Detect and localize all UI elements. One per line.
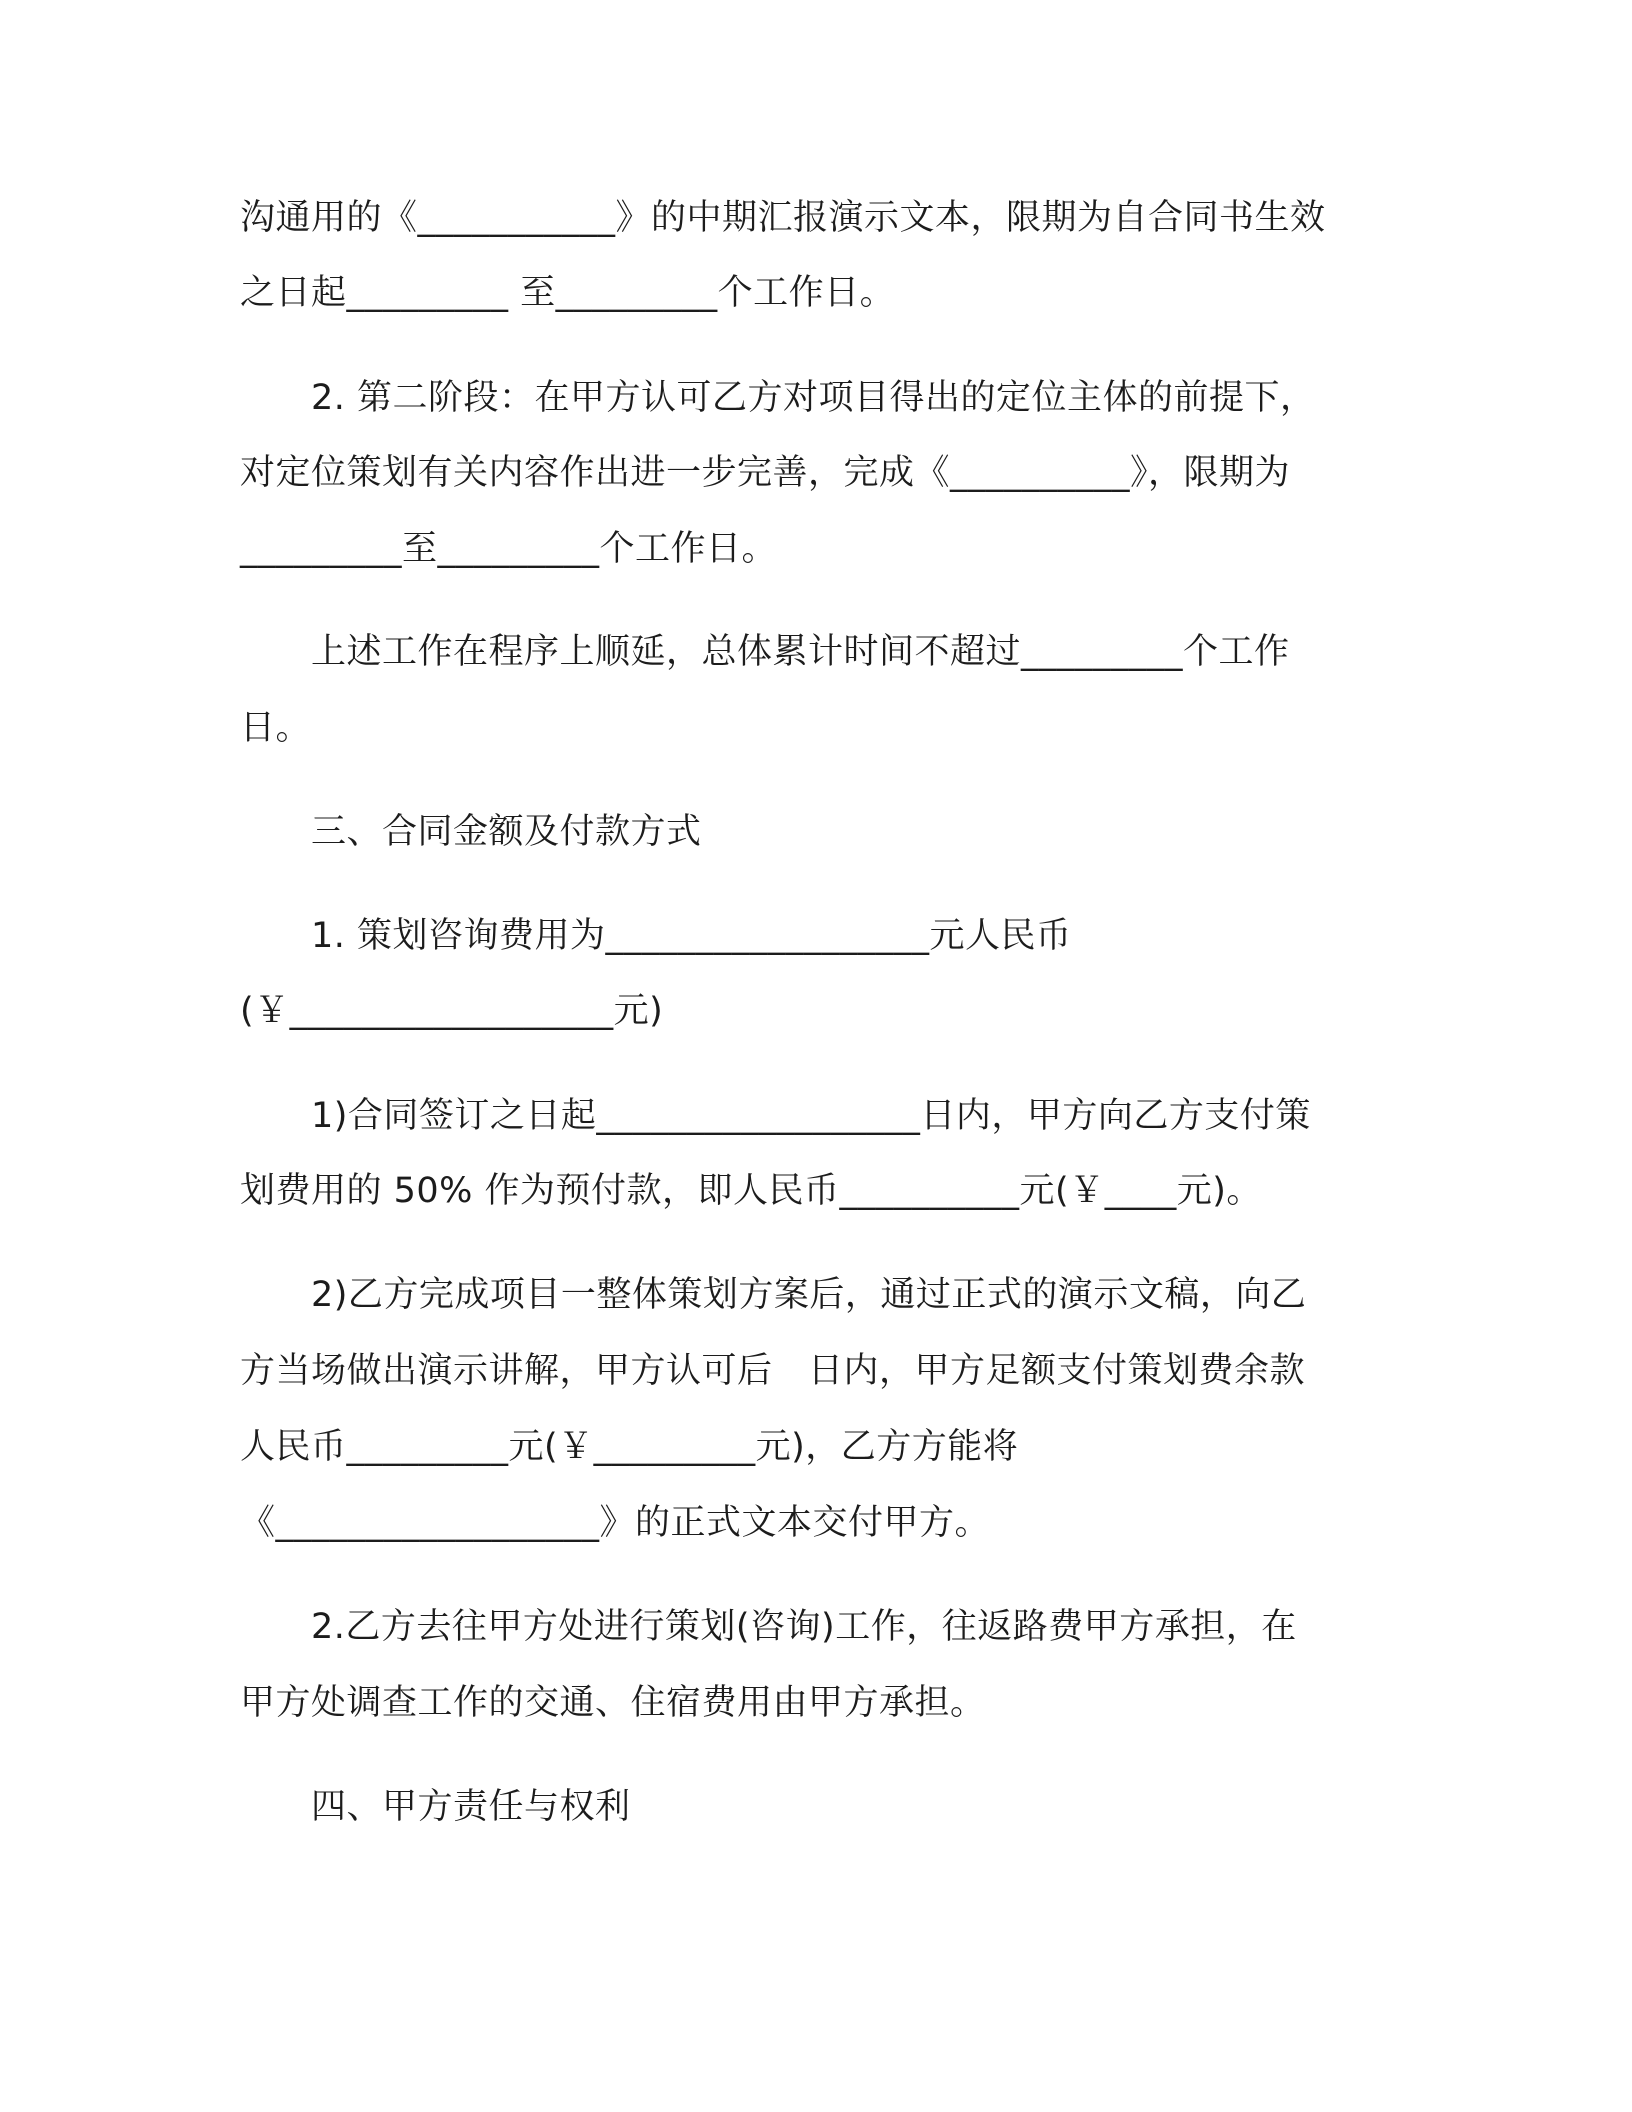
text-line: 《__________________》的正式文本交付甲方。: [240, 1503, 991, 1543]
section-heading: 四、甲方责任与权利: [240, 1787, 631, 1827]
text-line: 2)乙方完成项目一整体策划方案后，通过正式的演示文稿，向乙: [240, 1275, 1307, 1315]
text-line: 2. 第二阶段：在甲方认可乙方对项目得出的定位主体的前提下，: [240, 378, 1316, 418]
text-line: 日。: [240, 708, 312, 748]
text-line: 对定位策划有关内容作出进一步完善，完成《__________》，限期为: [240, 453, 1291, 493]
text-line: 1. 策划咨询费用为__________________元人民币: [240, 916, 1072, 956]
text-line: _________至_________个工作日。: [240, 529, 778, 569]
text-line: 甲方处调查工作的交通、住宿费用由甲方承担。: [240, 1683, 986, 1723]
text-line: 沟通用的《___________》的中期汇报演示文本，限期为自合同书生效: [240, 198, 1326, 238]
text-line: 上述工作在程序上顺延，总体累计时间不超过_________个工作: [240, 632, 1290, 672]
text-line: 1)合同签订之日起__________________日内，甲方向乙方支付策: [240, 1096, 1311, 1136]
text-line: 划费用的 50% 作为预付款，即人民币__________元(￥____元)。: [240, 1171, 1262, 1211]
text-line: 方当场做出演示讲解，甲方认可后 日内，甲方足额支付策划费余款: [240, 1351, 1306, 1391]
text-line: 人民币_________元(￥_________元)，乙方方能将: [240, 1427, 1019, 1467]
text-line: 之日起_________ 至_________个工作日。: [240, 273, 896, 313]
section-heading: 三、合同金额及付款方式: [240, 812, 702, 852]
text-line: 2.乙方去往甲方处进行策划(咨询)工作，往返路费甲方承担，在: [240, 1607, 1297, 1647]
text-line: (￥__________________元): [240, 991, 664, 1031]
